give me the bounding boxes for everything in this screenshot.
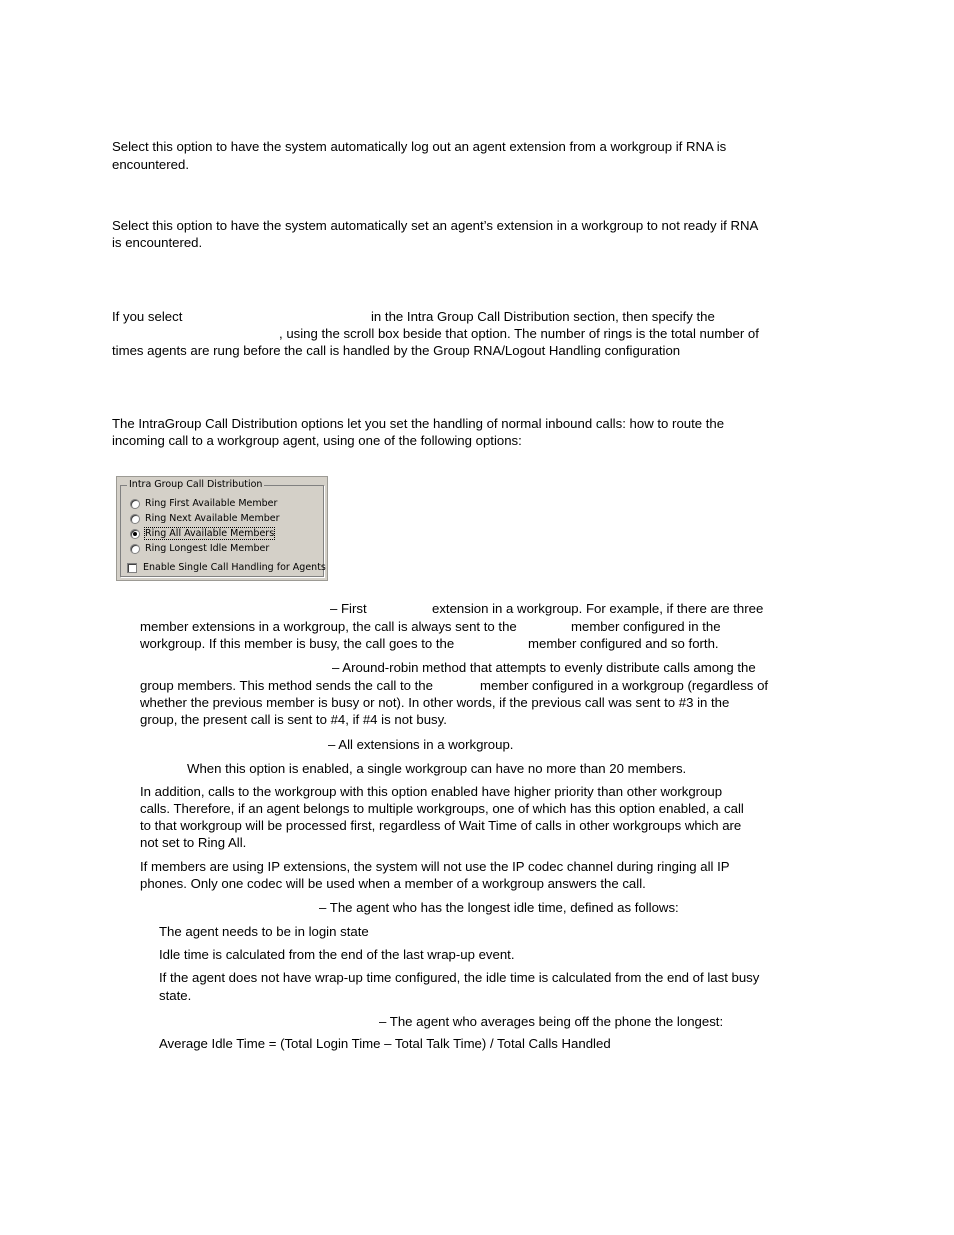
option-ring-first-available[interactable] — [130, 498, 277, 509]
sub-item: state. — [159, 988, 192, 1003]
group-box-title: Intra Group Call Distribution — [129, 479, 263, 490]
text-line: times agents are rung before the call is handled by the Group RNA/Logout Handling configuration — [112, 343, 681, 358]
text-line: in the Intra Group Call Distribution section, then specify the — [371, 309, 715, 324]
radio-icon[interactable] — [130, 514, 140, 524]
text-line: not set to Ring All. — [140, 835, 247, 850]
option-label: Ring All Available Members — [145, 528, 275, 539]
note-text: When this option is enabled, a single workgroup can have no more than 20 members. — [187, 761, 687, 776]
checkbox-single-call-handling[interactable] — [127, 562, 326, 573]
intra-group-call-distribution-panel — [116, 476, 328, 581]
option-label: Ring Longest Idle Member — [145, 543, 270, 554]
text-line: In addition, calls to the workgroup with this option enabled have higher priority than other workgroup — [140, 784, 723, 799]
text-line: – The agent who has the longest idle time, defined as follows: — [319, 900, 679, 915]
text-line: member extensions in a workgroup, the call is always sent to the — [140, 619, 517, 634]
option-ring-all-available[interactable] — [130, 528, 274, 539]
text-line: member configured in a workgroup (regardless of — [480, 678, 769, 693]
text-line: The IntraGroup Call Distribution options let you set the handling of normal inbound calls: how to route the — [112, 416, 725, 431]
text-line: is encountered. — [112, 235, 203, 250]
text-line: If you select — [112, 309, 183, 324]
text-line: – First — [330, 601, 367, 616]
sub-item: The agent needs to be in login state — [159, 924, 369, 939]
checkbox-icon[interactable] — [127, 563, 137, 573]
text-line: , using the scroll box beside that option. The number of rings is the total number of — [279, 326, 759, 341]
text-line: Select this option to have the system automatically log out an agent extension from a workgroup if RNA is — [112, 139, 727, 154]
formula-text: Average Idle Time = (Total Login Time – Total Talk Time) / Total Calls Handled — [159, 1036, 611, 1051]
radio-selected-icon[interactable] — [130, 529, 140, 539]
text-line: group members. This method sends the call to the — [140, 678, 433, 693]
option-label: Ring Next Available Member — [145, 513, 280, 524]
checkbox-label: Enable Single Call Handling for Agents — [143, 562, 326, 573]
text-line: phones. Only one codec will be used when a member of a workgroup answers the call. — [140, 876, 646, 891]
text-line: member configured and so forth. — [528, 636, 719, 651]
sub-item: If the agent does not have wrap-up time configured, the idle time is calculated from the end of last busy — [159, 970, 760, 985]
text-line: Select this option to have the system automatically set an agent’s extension in a workgroup to not ready if RNA — [112, 218, 759, 233]
radio-icon[interactable] — [130, 499, 140, 509]
option-label: Ring First Available Member — [145, 498, 278, 509]
text-line: whether the previous member is busy or not). In other words, if the previous call was sent to #3 in the — [140, 695, 730, 710]
text-line: workgroup. If this member is busy, the call goes to the — [140, 636, 455, 651]
text-line: member configured in the — [571, 619, 721, 634]
text-line: group, the present call is sent to #4, if #4 is not busy. — [140, 712, 447, 727]
option-ring-longest-idle[interactable] — [130, 543, 269, 554]
text-line: extension in a workgroup. For example, if there are three — [432, 601, 764, 616]
sub-item: Idle time is calculated from the end of the last wrap-up event. — [159, 947, 515, 962]
text-line: – Around-robin method that attempts to evenly distribute calls among the — [332, 660, 756, 675]
radio-icon[interactable] — [130, 544, 140, 554]
text-line: to that workgroup will be processed first, regardless of Wait Time of calls in other workgroups which are — [140, 818, 742, 833]
text-line: – The agent who averages being off the phone the longest: — [379, 1014, 724, 1029]
text-line: If members are using IP extensions, the system will not use the IP codec channel during ringing all IP — [140, 859, 730, 874]
text-line: incoming call to a workgroup agent, using one of the following options: — [112, 433, 522, 448]
text-line: calls. Therefore, if an agent belongs to multiple workgroups, one of which has this option enabled, a call — [140, 801, 744, 816]
text-line: encountered. — [112, 157, 189, 172]
text-line: – All extensions in a workgroup. — [328, 737, 514, 752]
option-ring-next-available[interactable] — [130, 513, 280, 524]
group-box — [120, 479, 326, 577]
